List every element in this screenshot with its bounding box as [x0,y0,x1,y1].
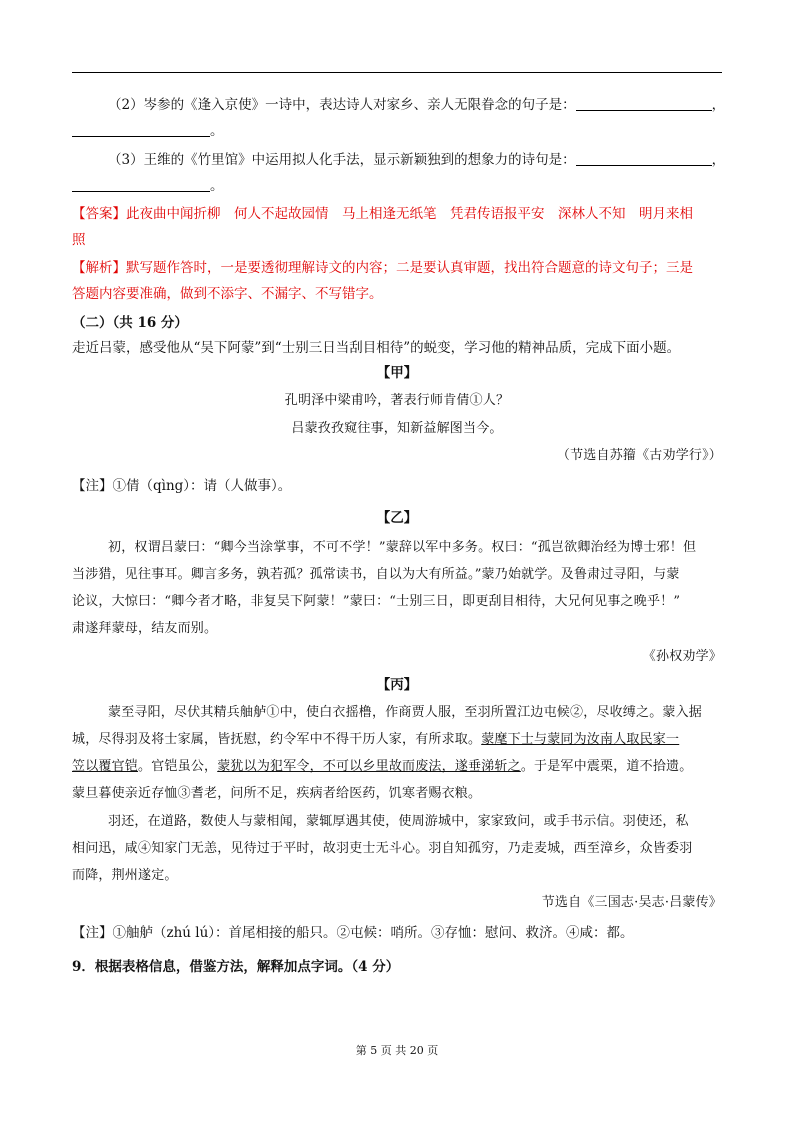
bing-p1-line-4: 蒙旦暮使亲近存恤③耆老，问所不足，疾病者给医药，饥寒者赐衣粮。 [72,786,482,801]
bing-source: 节选自《三国志·吴志·吕蒙传》 [541,895,722,910]
underlined-sentence: 蒙麾下士与蒙同为汝南人取民家一 [481,732,680,747]
question-9: 9．根据表格信息，借鉴方法，解释加点字词。（4 分） [72,959,400,975]
answer-line-2: 照 [72,232,86,248]
jia-poem-line-2: 吕蒙孜孜窥往事，知新益解图当今。 [291,421,503,436]
bing-p1-line-2: 城，尽得羽及将士家属，皆抚慰，约令军中不得干历人家，有所求取。蒙麾下士与蒙同为汝南人取民家一 [72,732,680,747]
question-2: （2）岑参的《逢入京使》一诗中，表达诗人对家乡、亲人无限眷念的句子是： ， [108,97,726,113]
answer-blank[interactable] [576,151,712,166]
underlined-sentence: 笠以覆官铠 [72,759,139,774]
yi-heading: 【乙】 [376,510,418,526]
answer-blank[interactable] [72,122,210,137]
yi-line-4: 肃遂拜蒙母，结友而别。 [72,621,218,636]
header-rule [72,72,722,73]
jia-heading: 【甲】 [376,365,418,381]
underlined-sentence: 蒙犹以为犯军令，不可以乡里故而废法，遂垂涕斩之 [217,759,521,774]
jia-poem-line-1: 孔明泽中梁甫吟，著表行师肯倩①人？ [284,393,510,408]
bing-p2-line-3: 而降，荆州遂定。 [72,868,178,883]
question-3: （3）王维的《竹里馆》中运用拟人化手法，显示新颖独到的想象力的诗句是： ， [108,152,726,168]
jia-source: （节选自苏籀《古劝学行》） [556,448,722,463]
bing-note: 【注】①舳舻（zhú lú）：首尾相接的船只。②屯候：哨所。③存恤：慰问、救济。④咸：都。 [72,925,634,941]
question-3-cont: 。 [72,177,722,195]
bing-p1-line-1: 蒙至寻阳，尽伏其精兵舳舻①中，使白衣摇橹，作商贾人服，至羽所置江边屯候②，尽收缚之。蒙入据 [108,705,703,720]
bing-p1-line-3: 笠以覆官铠。官铠虽公，蒙犹以为犯军令，不可以乡里故而废法，遂垂涕斩之。于是军中震栗，道不拾遗。 [72,759,693,774]
section-intro: 走近吕蒙，感受他从“吴下阿蒙”到“士别三日当刮目相待”的蜕变，学习他的精神品质，完成下面小题。 [72,340,681,356]
analysis-line-1: 【解析】默写题作答时，一是要透彻理解诗文的内容；二是要认真审题，找出符合题意的诗文句子；三是 [72,260,693,276]
section-title: （二）（共 16 分） [72,315,188,331]
bing-heading: 【丙】 [376,677,418,693]
answer-line-1: 【答案】此夜曲中闻折柳 何人不起故园情 马上相逢无纸笔 凭君传语报平安 深林人不知 明月来相 [72,206,693,222]
jia-note: 【注】①倩（qìng）：请（人做事）。 [72,478,292,494]
analysis-line-2: 答题内容要准确，做到不添字、不漏字、不写错字。 [72,286,383,302]
bing-p2-line-1: 羽还，在道路，数使人与蒙相闻，蒙辄厚遇其使，使周游城中，家家致问，或手书示信。羽使还，私 [108,814,689,829]
yi-source: 《孙权劝学》 [642,649,722,664]
answer-blank[interactable] [576,96,712,111]
bing-p2-line-2: 相问迅，咸④知家门无恙，见待过于平时，故羽吏士无斗心。羽自知孤穷，乃走麦城，西至漳乡，众皆委羽 [72,841,693,856]
yi-line-2: 当涉猎，见往事耳。卿言多务，孰若孤？孤常读书，自以为大有所益。”蒙乃始就学。及鲁肃过寻阳，与蒙 [72,567,680,582]
yi-line-1: 初，权谓吕蒙曰：“卿今当涂掌事，不可不学！”蒙辞以军中多务。权曰：“孤岂欲卿治经为博士邪！但 [108,540,697,555]
question-2-cont: 。 [72,122,722,140]
yi-line-3: 论议，大惊曰：“卿今者才略，非复吴下阿蒙！”蒙曰：“士别三日，即更刮目相待，大兄何见事之晚乎！” [72,594,681,609]
page-number: 第 5 页 共 20 页 [355,1044,439,1057]
answer-blank[interactable] [72,177,210,192]
